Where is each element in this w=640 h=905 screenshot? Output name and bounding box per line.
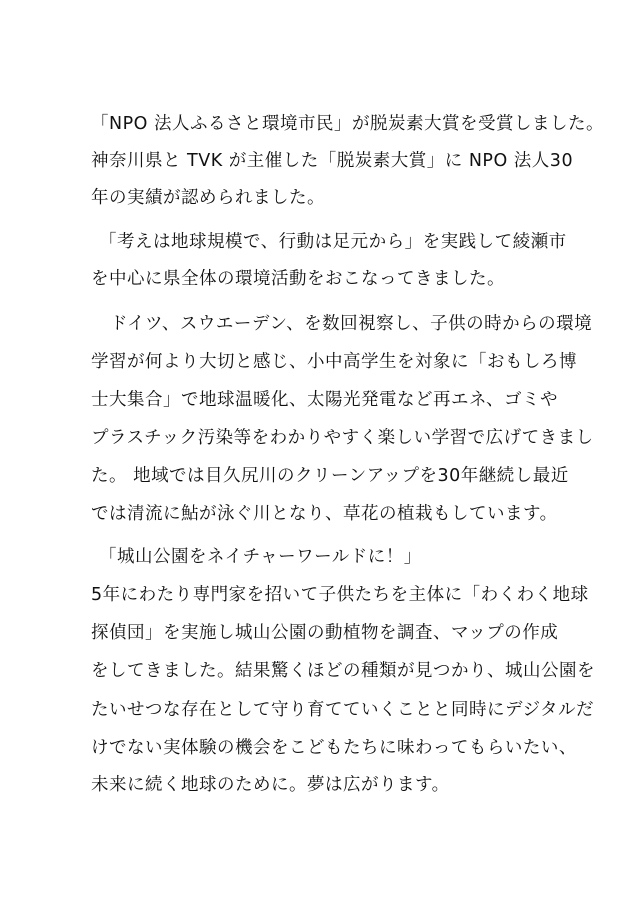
text-line: を中心に県全体の環境活動をおこなってきました。 (91, 269, 505, 289)
text-line: 神奈川県と TVK が主催した「脱炭素大賞」に NPO 法人30 (91, 151, 574, 171)
text-line: プラスチック汚染等をわかりやすく楽しい学習で広げてきまし (91, 428, 594, 448)
text-line: 「考えは地球規模で、行動は足元から」を実践して綾瀬市 (99, 232, 567, 252)
text-line: 「NPO 法人ふるさと環境市民」が脱炭素大賞を受賞しました。 (91, 114, 604, 134)
text-line: たいせつな存在として守り育てていくことと同時にデジタルだ (91, 700, 594, 720)
text-line: では清流に鮎が泳ぐ川となり、草花の植栽もしています。 (91, 504, 558, 524)
text-line: 士大集合」で地球温暖化、太陽光発電など再エネ、ゴミや (91, 390, 558, 410)
text-line: た。 地域では目久尻川のクリーンアップを30年継続し最近 (91, 466, 569, 486)
text-line: 「城山公園をネイチャーワールドに！」 (99, 547, 422, 567)
text-line: けでない実体験の機会をこどもたちに味わってもらいたい、 (91, 738, 577, 758)
text-line: 未来に続く地球のために。夢は広がります。 (91, 775, 450, 795)
text-line: 探偵団」を実施し城山公園の動植物を調査、マップの作成 (91, 623, 559, 643)
text-line: 学習が何より大切と感じ、小中高学生を対象に「おもしろ博 (91, 352, 577, 372)
text-line: をしてきました。結果驚くほどの種類が見つかり、城山公園を (91, 661, 595, 681)
text-line: 5年にわたり専門家を招いて子供たちを主体に「わくわく地球 (91, 585, 589, 605)
text-line: 年の実績が認められました。 (91, 188, 325, 208)
text-line: ドイツ、スウエーデン、を数回視察し、子供の時からの環境 (110, 314, 593, 334)
